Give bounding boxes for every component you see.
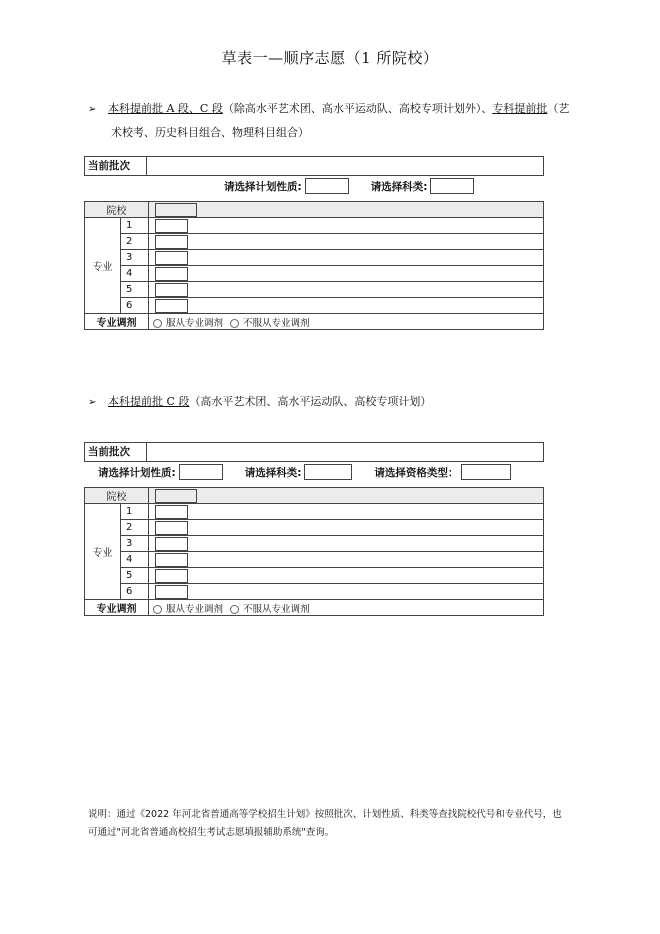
plan-type-label: 请选择计划性质: [224, 180, 302, 193]
school-row [85, 488, 544, 504]
current-batch-field[interactable] [147, 157, 543, 175]
not-obey-label: 不服从专业调剂 [243, 603, 310, 615]
plan-type-select[interactable] [179, 464, 223, 480]
row-number: 1 [121, 218, 149, 234]
row-number: 5 [121, 568, 149, 584]
bullet-text: （高水平艺术团、高水平运动队、高校专项计划） [189, 395, 432, 408]
major-code-input[interactable] [155, 521, 188, 535]
table-row [85, 536, 544, 552]
major-code-input[interactable] [155, 537, 188, 551]
footnote [88, 806, 588, 842]
arrow-bullet-icon: ➢ [88, 104, 97, 115]
current-batch-row [84, 156, 544, 176]
school-code-input[interactable] [155, 203, 197, 217]
page-title: 草表一—顺序志愿（1 所院校） [221, 49, 439, 67]
major-code-input[interactable] [155, 585, 188, 599]
adjust-label: 专业调剂 [85, 600, 149, 616]
row-number: 2 [121, 234, 149, 250]
current-batch-field[interactable] [147, 443, 543, 461]
bullet-text-line2: 术校考、历史科目组合、物理科目组合） [111, 126, 309, 139]
obey-radio[interactable] [153, 605, 162, 614]
row-number: 3 [121, 250, 149, 266]
major-code-input[interactable] [155, 569, 188, 583]
arrow-bullet-icon: ➢ [88, 397, 97, 408]
table-row [85, 266, 544, 282]
select-row [84, 462, 544, 482]
bullet-text: （艺 [547, 102, 570, 115]
adjust-row [85, 314, 544, 330]
school-label: 院校 [85, 202, 149, 218]
table-row [85, 504, 544, 520]
section2-form [84, 442, 544, 616]
plan-type-label: 请选择计划性质: [98, 466, 176, 479]
table-row [85, 250, 544, 266]
footnote-line2: 可通过"河北省普通高校招生考试志愿填报辅助系统"查询。 [88, 827, 335, 838]
school-row [85, 202, 544, 218]
table-row [85, 282, 544, 298]
obey-label: 服从专业调剂 [166, 603, 224, 615]
school-major-table [84, 201, 544, 330]
subject-type-select[interactable] [430, 178, 474, 194]
major-label: 专业 [85, 218, 121, 314]
major-code-input[interactable] [155, 235, 188, 249]
table-row [85, 218, 544, 234]
row-number: 5 [121, 282, 149, 298]
row-number: 3 [121, 536, 149, 552]
row-number: 1 [121, 504, 149, 520]
section1-form [84, 156, 544, 330]
major-code-input[interactable] [155, 283, 188, 297]
plan-type-select[interactable] [305, 178, 349, 194]
link-batch-c: 本科提前批 C 段 [108, 395, 190, 408]
school-label: 院校 [85, 488, 149, 504]
major-label: 专业 [85, 504, 121, 600]
table-row [85, 234, 544, 250]
row-number: 4 [121, 552, 149, 568]
major-code-input[interactable] [155, 219, 188, 233]
major-code-input[interactable] [155, 553, 188, 567]
school-code-input[interactable] [155, 489, 197, 503]
major-code-input[interactable] [155, 251, 188, 265]
current-batch-label: 当前批次 [85, 157, 147, 175]
table-row [85, 520, 544, 536]
current-batch-label: 当前批次 [85, 443, 147, 461]
major-code-input[interactable] [155, 267, 188, 281]
section1-bullet [88, 97, 569, 144]
table-row [85, 552, 544, 568]
not-obey-radio[interactable] [230, 605, 239, 614]
footnote-line1: 说明：通过《2022 年河北省普通高等学校招生计划》按照批次、计划性质、科类等查找院校代号和专业代号，也 [88, 809, 562, 820]
row-number: 6 [121, 298, 149, 314]
not-obey-radio[interactable] [230, 319, 239, 328]
link-vocational: 专科提前批 [492, 102, 548, 115]
link-batch-a-c: 本科提前批 A 段、C 段 [108, 102, 223, 115]
subject-type-label: 请选择科类: [244, 466, 302, 479]
major-code-input[interactable] [155, 505, 188, 519]
qualification-type-label: 请选择资格类型： [374, 466, 459, 479]
obey-radio[interactable] [153, 319, 162, 328]
table-row [85, 298, 544, 314]
select-row [84, 176, 544, 196]
not-obey-label: 不服从专业调剂 [243, 317, 310, 329]
table-row [85, 584, 544, 600]
adjust-row [85, 600, 544, 616]
adjust-label: 专业调剂 [85, 314, 149, 330]
section2-bullet [88, 390, 431, 414]
obey-label: 服从专业调剂 [166, 317, 224, 329]
subject-type-select[interactable] [304, 464, 352, 480]
current-batch-row [84, 442, 544, 462]
subject-type-label: 请选择科类: [370, 180, 428, 193]
major-code-input[interactable] [155, 299, 188, 313]
row-number: 4 [121, 266, 149, 282]
table-row [85, 568, 544, 584]
row-number: 2 [121, 520, 149, 536]
school-major-table [84, 487, 544, 616]
row-number: 6 [121, 584, 149, 600]
bullet-text: （除高水平艺术团、高水平运动队、高校专项计划外）、 [222, 102, 493, 115]
qualification-type-select[interactable] [461, 464, 511, 480]
